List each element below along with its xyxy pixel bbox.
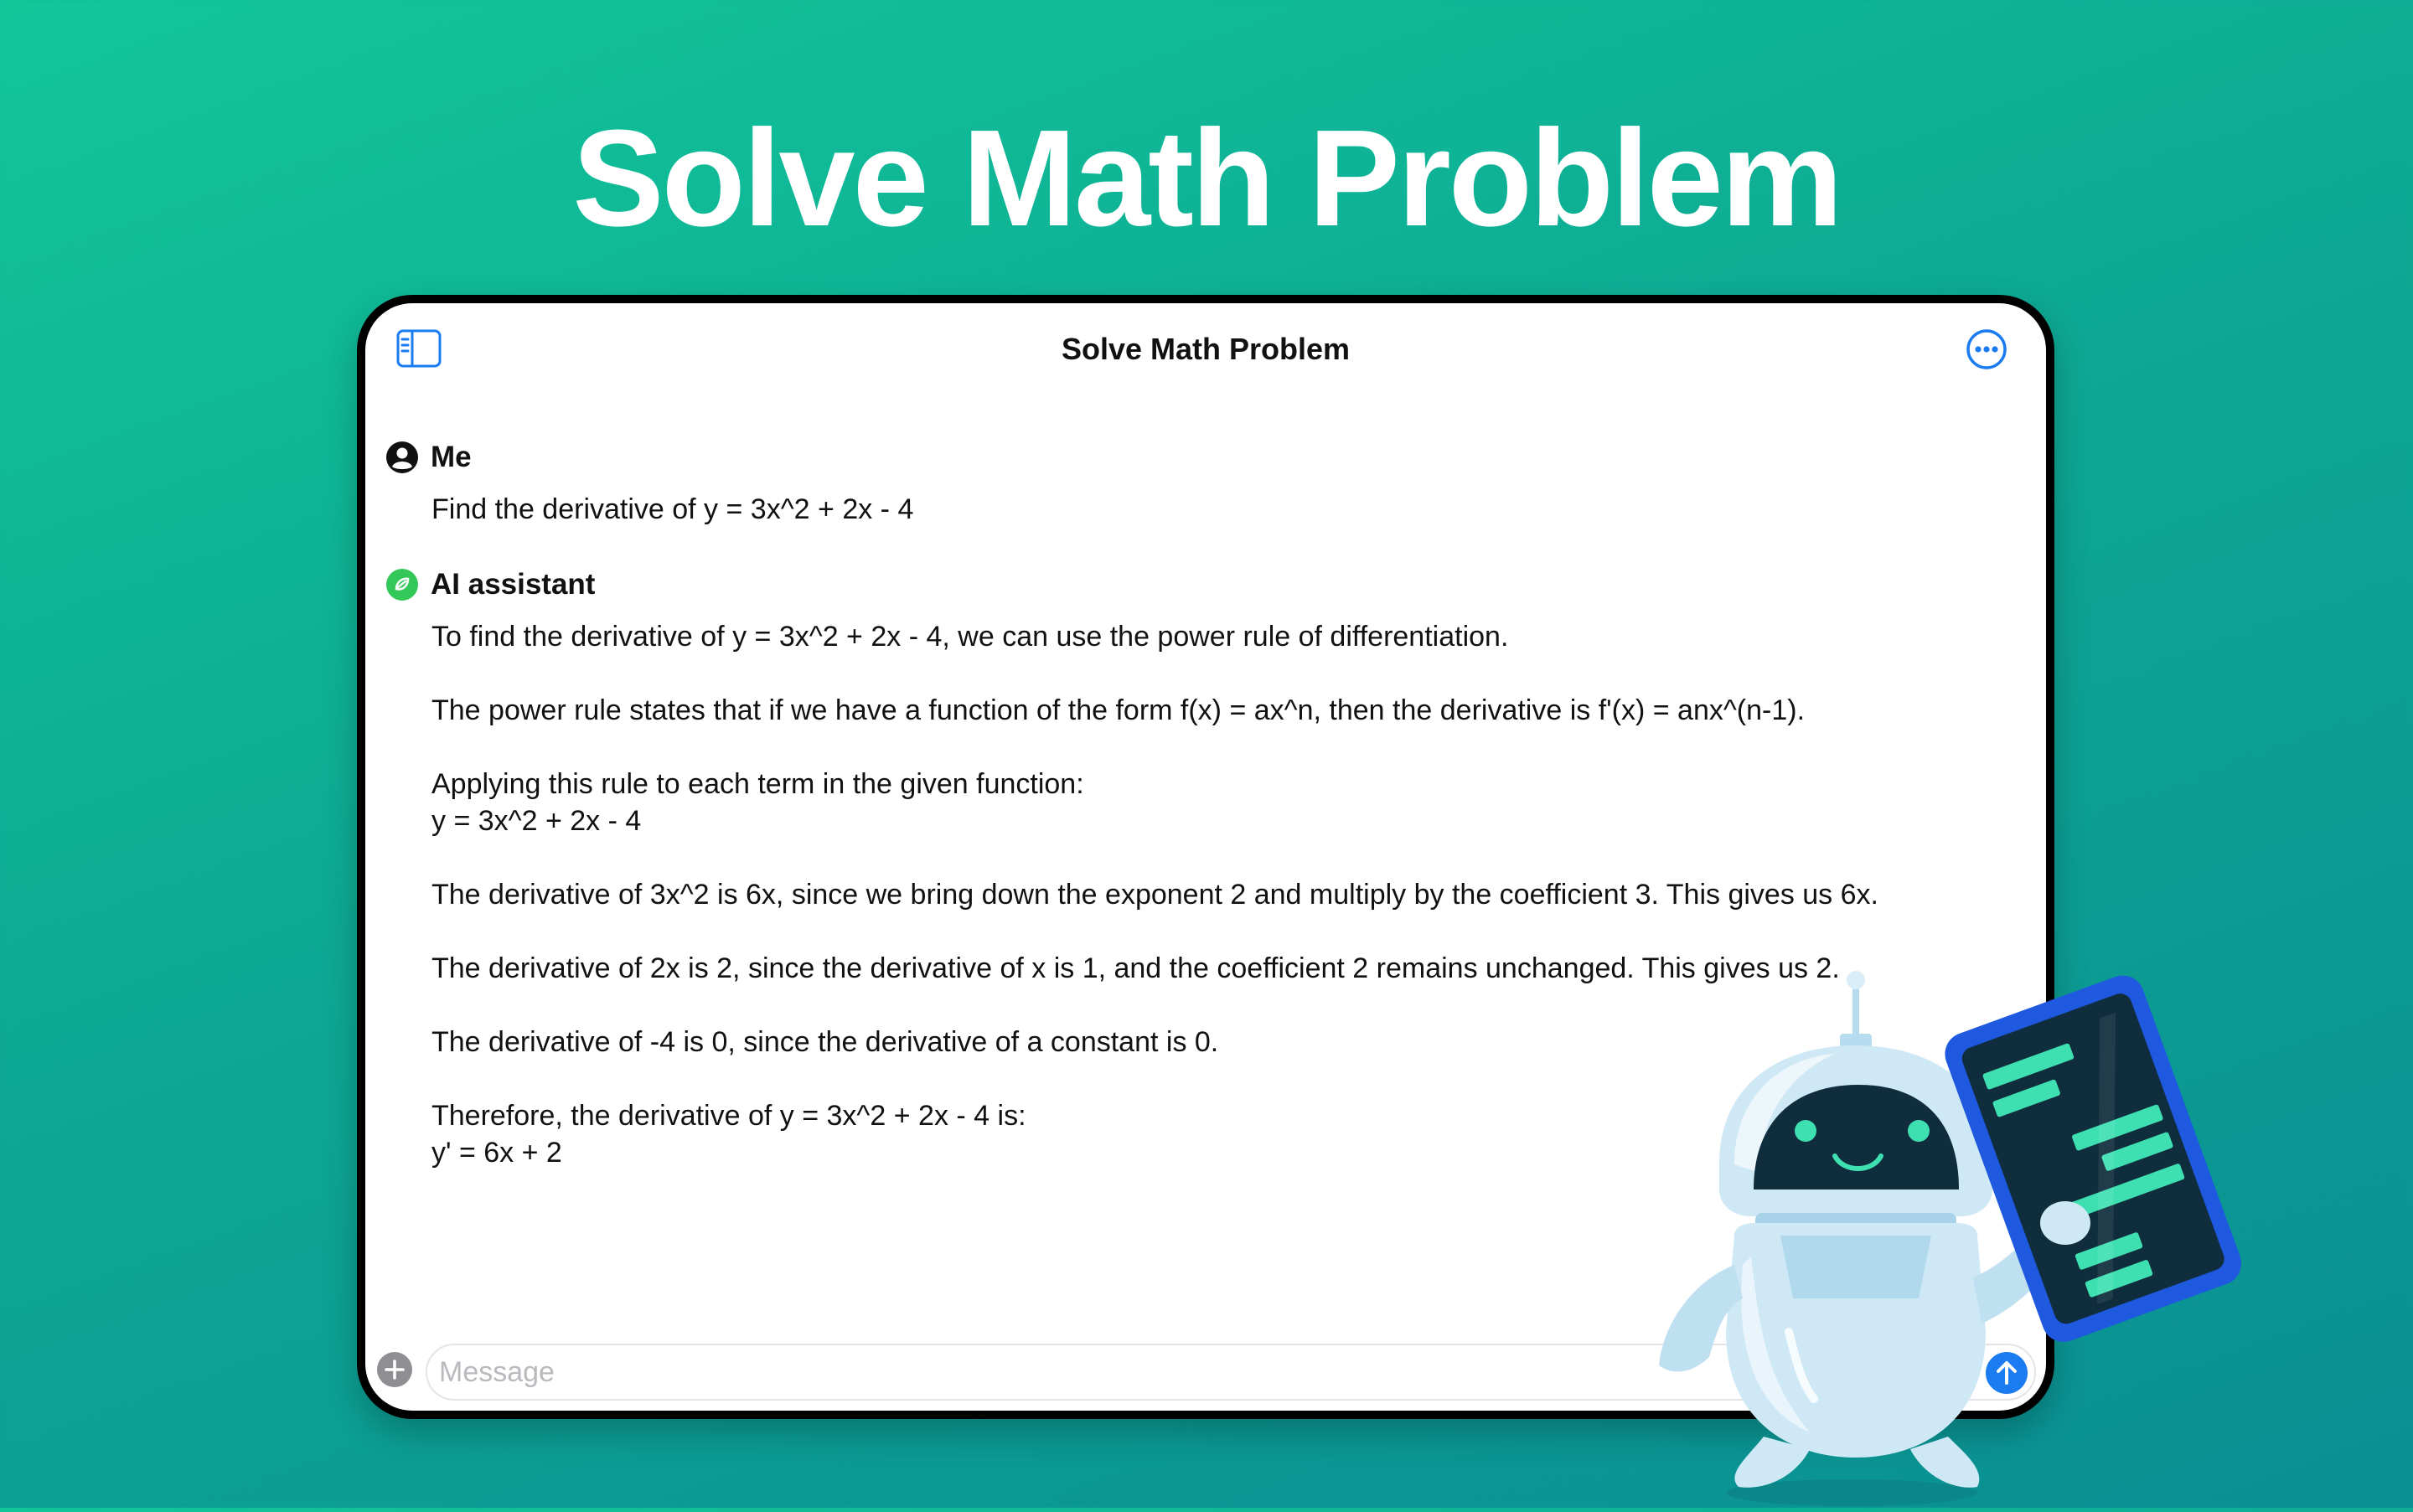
navigation-bar <box>365 303 2046 395</box>
person-circle-icon <box>385 441 419 474</box>
ellipsis-circle-icon[interactable] <box>1966 328 2007 370</box>
user-message-text: Find the derivative of y = 3x^2 + 2x - 4 <box>431 493 914 525</box>
hero-title: Solve Math Problem <box>572 101 1841 255</box>
message-header-me <box>385 437 472 477</box>
assistant-message-text: To find the derivative of y = 3x^2 + 2x - 4, we can use the power rule of differentiation. The power rule states that if we have a function of the form f(x) = ax^n, then the derivative is f'(x) = anx^(n-1). Applying this rule to each term in the given function: y = 3x^2 + 2x - 4 The derivative of 3x^2 is 6x, since we bring down the exponent 2 and multiply by the coefficient 3. This gives us 6x. The derivative of 2x is 2, since the derivative of x is 1, and the coefficient 2 remains unchanged. This gives us 2. The derivative of -4 is 0, since the derivative of a constant is 0. Therefore, the derivative of y = 3x^2 + 2x - 4 is: y' = 6x + 2 <box>431 621 1878 1169</box>
message-header-assistant <box>385 565 595 605</box>
sender-name: Me <box>431 441 472 473</box>
plus-circle-icon[interactable] <box>375 1350 414 1389</box>
assistant-logo-icon <box>385 568 419 601</box>
window-title: Solve Math Problem <box>1061 332 1351 366</box>
robot-mascot-illustration <box>1642 947 2279 1508</box>
sender-name: AI assistant <box>431 568 596 601</box>
